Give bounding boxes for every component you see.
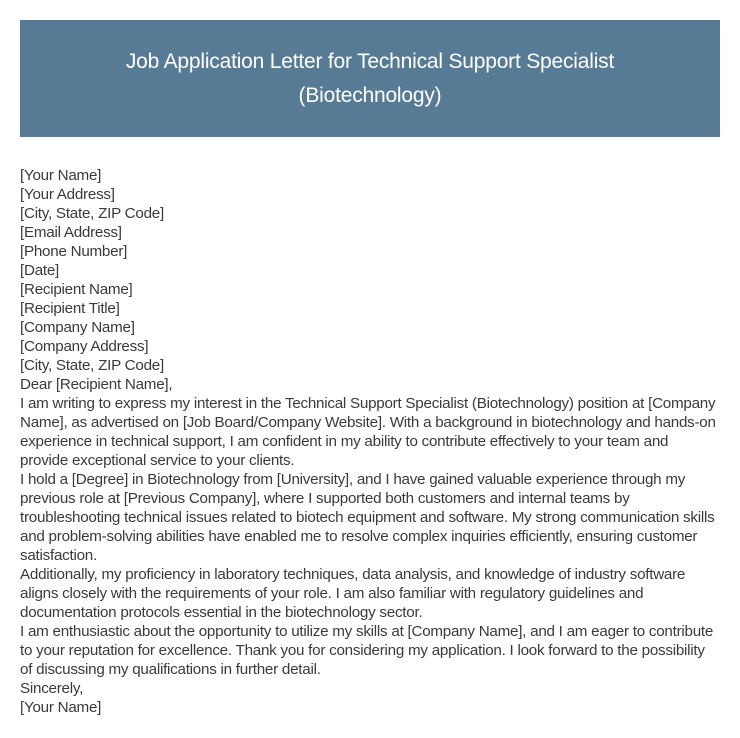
sender-city-state-zip: [City, State, ZIP Code] — [20, 205, 164, 222]
paragraph-intro: I am writing to express my interest in the Technical Support Specialist (Biotechnology) position at [Company Name], as advertised on [Job Board/Company Website]. With a background in biotechnology and hands-on experience in technical support, I am confident in my ability to contribute effectively to your team and provide exceptional service to your clients. — [20, 395, 716, 469]
sender-email: [Email Address] — [20, 224, 122, 241]
paragraph-skills: Additionally, my proficiency in laboratory techniques, data analysis, and knowledge of industry software aligns closely with the requirements of your role. I am also familiar with regulatory guidelines and documentation protocols essential in the biotechnology sector. — [20, 566, 686, 621]
letter-body — [20, 166, 720, 717]
salutation: Dear [Recipient Name], — [20, 376, 173, 393]
paragraph-closing: I am enthusiastic about the opportunity to utilize my skills at [Company Name], and I am eager to contribute to your reputation for excellence. Thank you for considering my application. I look forward to the possibility of discussing my qualifications in further detail. — [20, 623, 714, 678]
title-banner — [20, 20, 720, 137]
sender-name: [Your Name] — [20, 167, 102, 184]
recipient-name: [Recipient Name] — [20, 281, 133, 298]
recipient-city-state-zip: [City, State, ZIP Code] — [20, 357, 164, 374]
sender-address: [Your Address] — [20, 186, 115, 203]
recipient-company: [Company Name] — [20, 319, 135, 336]
recipient-company-address: [Company Address] — [20, 338, 149, 355]
paragraph-experience: I hold a [Degree] in Biotechnology from [University], and I have gained valuable experience through my previous role at [Previous Company], where I supported both customers and internal teams by troubleshooting technical issues related to biotech equipment and software. My strong communication skills and problem-solving abilities have enabled me to resolve complex inquiries efficiently, ensuring customer satisfaction. — [20, 471, 715, 564]
sender-phone: [Phone Number] — [20, 243, 128, 260]
page-title: Job Application Letter for Technical Support Specialist (Biotechnology) — [125, 49, 615, 107]
closing: Sincerely, — [20, 680, 84, 697]
letter-date: [Date] — [20, 262, 60, 279]
recipient-title: [Recipient Title] — [20, 300, 120, 317]
signature: [Your Name] — [20, 699, 102, 716]
